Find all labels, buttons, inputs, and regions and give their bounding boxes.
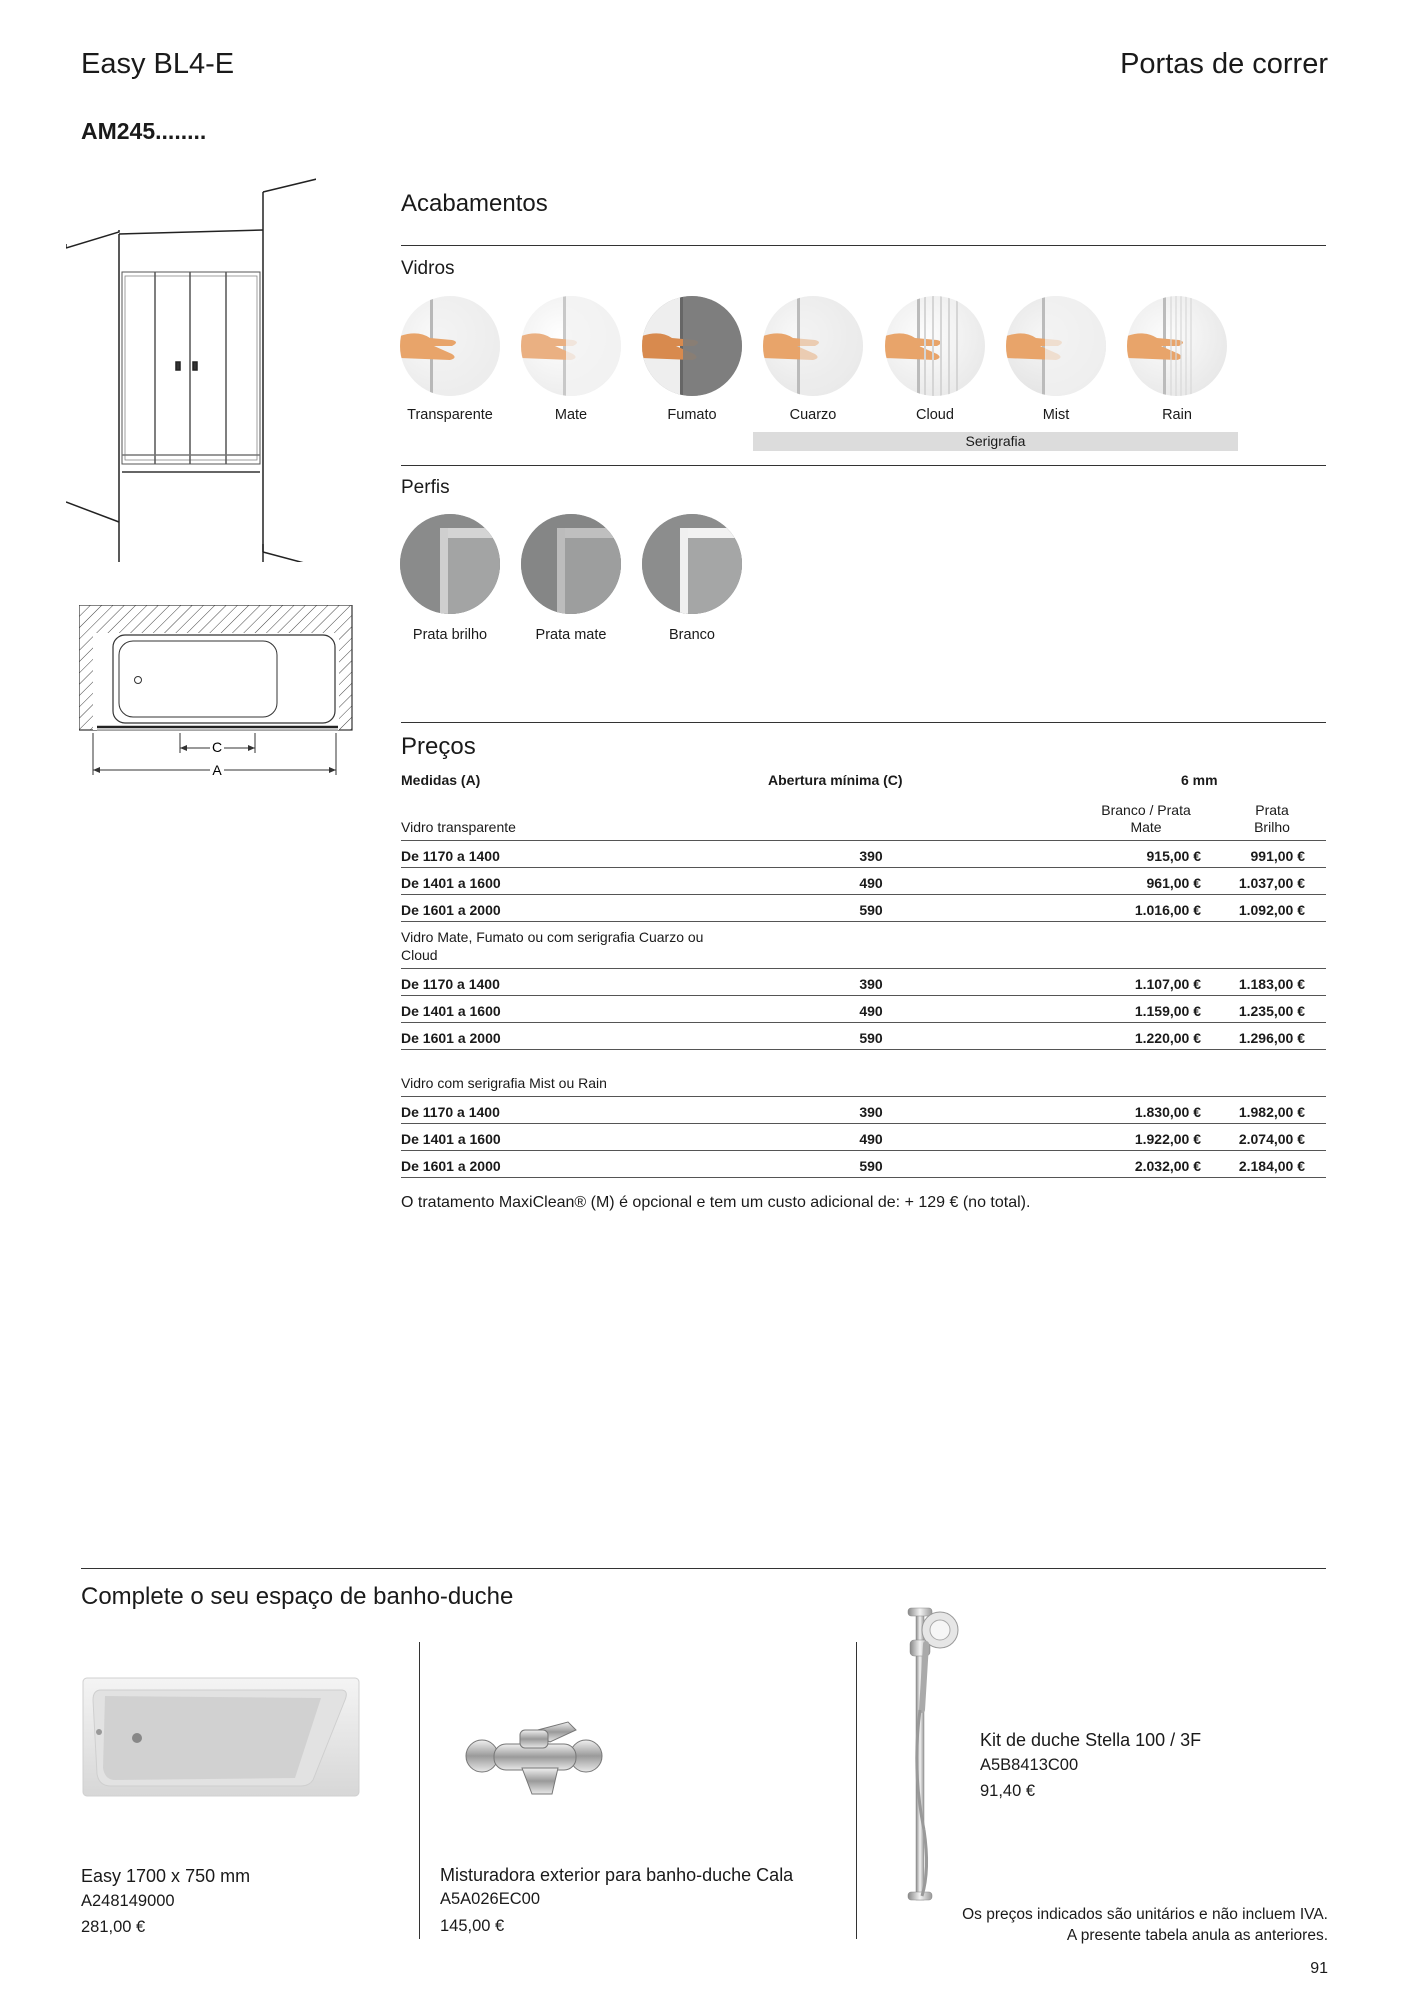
- group-header-row: [401, 922, 1326, 969]
- page-number: 91: [1310, 1960, 1328, 1977]
- glass-label: Cuarzo: [789, 407, 837, 423]
- opening-cell: 590: [859, 1030, 883, 1046]
- shower-kit-product-image: [890, 1600, 970, 1905]
- product-price: 91,40 €: [980, 1782, 1036, 1800]
- table-row: [401, 969, 1326, 996]
- profile-swatch-branco[interactable]: [642, 514, 742, 614]
- glass-swatch-cloud[interactable]: [885, 296, 985, 396]
- profile-swatch-prata-brilho[interactable]: [400, 514, 500, 614]
- divider: [81, 1568, 1326, 1569]
- table-row: [401, 841, 1326, 868]
- dim-a-label: A: [212, 762, 222, 775]
- col-opening: Abertura mínima (C): [768, 772, 903, 788]
- group-header-row: [401, 1050, 1326, 1097]
- shower-door-elevation-drawing: [66, 172, 316, 562]
- glass-label: Cloud: [916, 407, 954, 423]
- opening-cell: 390: [859, 976, 883, 992]
- product-name: Misturadora exterior para banho-duche Cala: [440, 1865, 794, 1885]
- white-price-cell: 1.830,00 €: [1134, 1104, 1201, 1120]
- vat-note-line-2: A presente tabela anula as anteriores.: [1066, 1927, 1328, 1944]
- table-row: [401, 1151, 1326, 1178]
- glass-swatch-mist[interactable]: [1006, 296, 1106, 396]
- white-price-cell: 1.016,00 €: [1134, 902, 1201, 918]
- opening-cell: 590: [859, 902, 883, 918]
- silver-price-cell: 1.037,00 €: [1238, 875, 1305, 891]
- white-price-cell: 2.032,00 €: [1134, 1158, 1201, 1174]
- glass-label: Mate: [554, 407, 588, 423]
- table-row: [401, 868, 1326, 895]
- profiles-title: Perfis: [401, 477, 450, 498]
- glass-swatch-fumato[interactable]: [642, 296, 742, 396]
- group-label: Vidro Mate, Fumato ou com serigrafia Cuarzo ou Cloud: [401, 929, 704, 963]
- silver-price-cell: 991,00 €: [1250, 848, 1305, 864]
- white-price-cell: 1.220,00 €: [1134, 1030, 1201, 1046]
- measure-cell: De 1170 a 1400: [401, 976, 500, 992]
- column-divider: [419, 1642, 420, 1939]
- bathtub-plan-drawing: [79, 605, 354, 775]
- profile-label: Prata mate: [535, 627, 607, 643]
- price-table: [401, 770, 1326, 1178]
- measure-cell: De 1170 a 1400: [401, 1104, 500, 1120]
- col-thickness: 6 mm: [1181, 772, 1218, 788]
- silver-price-cell: 2.074,00 €: [1238, 1131, 1305, 1147]
- measure-cell: De 1601 a 2000: [401, 902, 501, 918]
- col-white: Branco / Prata Mate: [1101, 802, 1191, 835]
- measure-cell: De 1401 a 1600: [401, 1003, 501, 1019]
- serigrafia-bar: Serigrafia: [753, 432, 1238, 451]
- glass-swatch-rain[interactable]: [1127, 296, 1227, 396]
- opening-cell: 590: [859, 1158, 883, 1174]
- group-label: Vidro com serigrafia Mist ou Rain: [401, 1075, 607, 1091]
- group-label: Vidro transparente: [401, 819, 516, 835]
- table-row: [401, 996, 1326, 1023]
- silver-price-cell: 1.235,00 €: [1238, 1003, 1305, 1019]
- white-price-cell: 1.107,00 €: [1134, 976, 1201, 992]
- measure-cell: De 1601 a 2000: [401, 1030, 501, 1046]
- silver-price-cell: 1.092,00 €: [1238, 902, 1305, 918]
- bathtub-product-image: [81, 1676, 361, 1800]
- opening-cell: 390: [859, 1104, 883, 1120]
- table-row: [401, 1023, 1326, 1050]
- table-row: [401, 895, 1326, 922]
- dim-c-label: C: [211, 739, 223, 755]
- product-name: Easy 1700 x 750 mm: [81, 1866, 251, 1886]
- product-code: AM245........: [81, 118, 207, 144]
- glass-label: Transparente: [407, 407, 493, 423]
- product-title: Easy BL4-E: [81, 48, 235, 80]
- profile-swatch-prata-mate[interactable]: [521, 514, 621, 614]
- divider: [401, 245, 1326, 246]
- prices-title: Preços: [401, 733, 476, 760]
- opening-cell: 490: [859, 1003, 883, 1019]
- product-price: 145,00 €: [440, 1917, 505, 1935]
- vat-note-line-1: Os preços indicados são unitários e não incluem IVA.: [962, 1906, 1328, 1923]
- measure-cell: De 1601 a 2000: [401, 1158, 501, 1174]
- profile-label: Branco: [669, 627, 715, 643]
- category-title: Portas de correr: [1120, 48, 1328, 80]
- silver-price-cell: 2.184,00 €: [1238, 1158, 1305, 1174]
- silver-price-cell: 1.296,00 €: [1238, 1030, 1305, 1046]
- complete-title: Complete o seu espaço de banho-duche: [81, 1583, 514, 1610]
- mixer-product-image: [460, 1702, 610, 1802]
- table-row: [401, 1124, 1326, 1151]
- divider: [401, 465, 1326, 466]
- white-price-cell: 961,00 €: [1146, 875, 1201, 891]
- white-price-cell: 1.922,00 €: [1134, 1131, 1201, 1147]
- white-price-cell: 1.159,00 €: [1134, 1003, 1201, 1019]
- divider: [401, 722, 1326, 723]
- glass-label: Rain: [1162, 407, 1192, 423]
- opening-cell: 490: [859, 1131, 883, 1147]
- glass-swatch-mate[interactable]: [521, 296, 621, 396]
- glass-label: Mist: [1042, 407, 1070, 423]
- glass-label: Fumato: [667, 407, 717, 423]
- silver-price-cell: 1.982,00 €: [1238, 1104, 1305, 1120]
- column-divider: [856, 1642, 857, 1939]
- product-price: 281,00 €: [81, 1918, 146, 1936]
- product-ref: A5A026EC00: [440, 1890, 540, 1908]
- opening-cell: 390: [859, 848, 883, 864]
- glass-title: Vidros: [401, 258, 455, 279]
- glass-swatch-cuarzo[interactable]: [763, 296, 863, 396]
- vat-note: [962, 1904, 1328, 1946]
- maxiclean-note: O tratamento MaxiClean® (M) é opcional e tem um custo adicional de: + 129 € (no total).: [401, 1194, 1031, 1211]
- product-name: Kit de duche Stella 100 / 3F: [980, 1730, 1202, 1750]
- white-price-cell: 915,00 €: [1146, 848, 1201, 864]
- measure-cell: De 1401 a 1600: [401, 875, 501, 891]
- product-ref: A5B8413C00: [980, 1756, 1079, 1774]
- table-subheader-row: [401, 800, 1326, 841]
- col-measures: Medidas (A): [401, 772, 481, 788]
- opening-cell: 490: [859, 875, 883, 891]
- finishes-title: Acabamentos: [401, 190, 548, 217]
- measure-cell: De 1401 a 1600: [401, 1131, 501, 1147]
- col-silver: Prata Brilho: [1254, 802, 1290, 835]
- profile-label: Prata brilho: [412, 627, 488, 643]
- table-header-row: [401, 770, 1326, 800]
- product-ref: A248149000: [81, 1892, 175, 1910]
- glass-swatch-transparente[interactable]: [400, 296, 500, 396]
- table-row: [401, 1097, 1326, 1124]
- silver-price-cell: 1.183,00 €: [1238, 976, 1305, 992]
- measure-cell: De 1170 a 1400: [401, 848, 500, 864]
